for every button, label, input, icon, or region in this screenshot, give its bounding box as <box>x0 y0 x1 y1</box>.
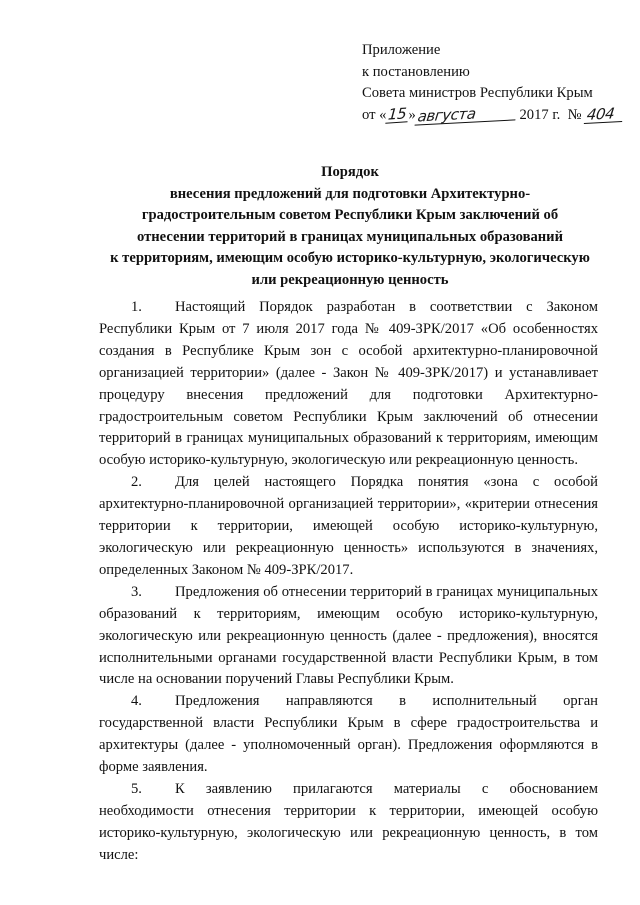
document-body <box>99 297 598 867</box>
number-sign: № <box>567 106 582 123</box>
appendix-label: Приложение <box>362 42 441 58</box>
handwritten-number: 404 <box>584 105 624 124</box>
paragraph-number: 5. <box>131 780 142 797</box>
appendix-header <box>362 40 623 126</box>
paragraph-text: К заявлению прилагаются материалы с обоснованием необходимости отнесения территории к территории, имеющей особую историко-культурную, экологическую или рекреационную ценность, в том числе: <box>99 780 598 863</box>
title-line-4: отнесении территорий в границах муниципальных образований <box>136 228 563 245</box>
date-prefix: от « <box>362 106 387 123</box>
title-line-1: Порядок <box>321 164 379 180</box>
paragraph-number: 3. <box>131 583 142 600</box>
paragraph-text: Для целей настоящего Порядка понятия «зона с особой архитектурно-планировочной организацией территории», «критерии отнесения территории к территории, имеющей особую историко-культурную, экологическую или рекреационную ценность» используются в значениях, определенных Законом № 409-ЗРК/2017. <box>99 474 598 578</box>
decree-date-line <box>362 105 623 127</box>
paragraph-text: Предложения направляются в исполнительный орган государственной власти Республики Крым в сфере градостроительства и архитектуры (далее - уполномоченный орган). Предложения оформляются в форме заявления. <box>99 693 598 776</box>
title-line-5: к территориям, имеющим особую историко-культурную, экологическую <box>110 250 590 267</box>
document-title <box>90 162 610 292</box>
paragraph-4 <box>99 691 598 779</box>
paragraph-number: 2. <box>131 474 142 491</box>
title-line-3: градостроительным советом Республики Крым заключений об <box>141 207 559 224</box>
paragraph-3 <box>99 582 598 692</box>
date-close-quote: » <box>408 106 416 123</box>
paragraph-1 <box>99 297 598 472</box>
paragraph-text: Предложения об отнесении территорий в границах муниципальных образований к территориям, имеющим особую историко-культурную, экологическую или рекреационную ценность (далее - предложения), вносятся исполнительными органами государственной власти Республики Крым, в том числе на основании поручений Главы Республики Крым. <box>99 583 598 688</box>
paragraph-number: 4. <box>131 693 142 710</box>
paragraph-text: Настоящий Порядок разработан в соответствии с Законом Республики Крым от 7 июля 2017 года № 409-ЗРК/2017 «Об особенностях создания в Республике Крым зон с особой архитектурно-планировочной организацией территории» (далее - Закон № 409-ЗРК/2017) и устанавливает процедуру внесения предложений для подготовки Архитектурно-градостроительным советом Республики Крым заключений об отнесении территорий в границах муниципальных образований к территориям, имеющим особую историко-культурную, экологическую или рекреационную ценность. <box>99 299 598 469</box>
decree-reference: к постановлению <box>362 63 470 80</box>
issuing-authority: Совета министров Республики Крым <box>362 85 593 101</box>
handwritten-month: августа <box>414 103 517 125</box>
handwritten-day: 15 <box>386 105 409 123</box>
paragraph-2 <box>99 472 598 582</box>
paragraph-number: 1. <box>131 299 142 315</box>
date-year: 2017 г. <box>519 106 561 123</box>
paragraph-5 <box>99 779 598 867</box>
title-line-6: или рекреационную ценность <box>251 271 449 288</box>
title-line-2: внесения предложений для подготовки Архитектурно- <box>169 185 531 202</box>
